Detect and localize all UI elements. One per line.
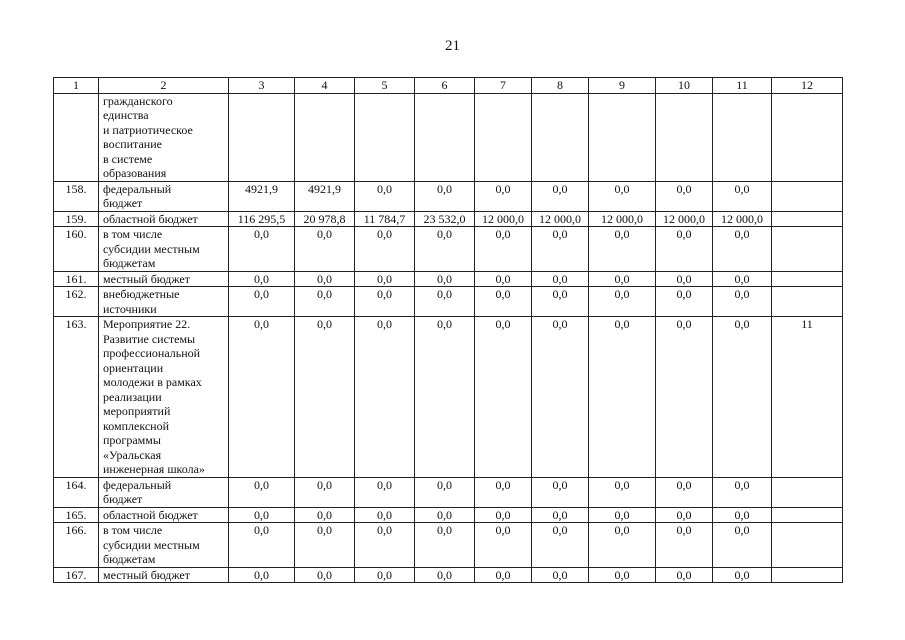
value-cell: 0,0 xyxy=(532,287,589,317)
column-12-cell xyxy=(772,211,843,227)
row-description xyxy=(99,271,229,287)
value-cell: 0,0 xyxy=(656,477,713,507)
table-row xyxy=(54,181,843,211)
header-row xyxy=(54,78,843,94)
column-12-cell xyxy=(772,507,843,523)
description-line: мероприятий xyxy=(103,404,171,418)
value-cell: 0,0 xyxy=(229,317,295,478)
row-description xyxy=(99,181,229,211)
value-cell: 0,0 xyxy=(295,567,355,583)
value-cell: 0,0 xyxy=(229,271,295,287)
description-line: ориентации xyxy=(103,360,164,375)
value-cell: 0,0 xyxy=(415,227,475,272)
value-cell: 0,0 xyxy=(229,287,295,317)
description-line: в том числе xyxy=(103,227,163,241)
row-number: 166. xyxy=(54,523,99,568)
row-description xyxy=(99,211,229,227)
value-cell: 0,0 xyxy=(355,567,415,583)
column-12-cell xyxy=(772,227,843,272)
value-cell: 0,0 xyxy=(713,227,772,272)
value-cell: 0,0 xyxy=(532,317,589,478)
value-cell xyxy=(589,93,656,181)
table-row xyxy=(54,523,843,568)
value-cell: 0,0 xyxy=(229,567,295,583)
value-cell: 0,0 xyxy=(656,271,713,287)
description-line: образования xyxy=(103,166,167,180)
description-line: бюджетам xyxy=(103,256,156,270)
description-line: источники xyxy=(103,301,157,316)
value-cell xyxy=(415,93,475,181)
value-cell: 0,0 xyxy=(295,271,355,287)
description-line: программы xyxy=(103,433,161,447)
value-cell: 20 978,8 xyxy=(295,211,355,227)
value-cell: 0,0 xyxy=(475,523,532,568)
description-line: субсидии местным xyxy=(103,241,200,256)
description-line: молодежи в рамках xyxy=(103,375,202,389)
value-cell xyxy=(713,93,772,181)
value-cell: 0,0 xyxy=(713,567,772,583)
description-line: гражданского xyxy=(103,93,173,108)
description-line: Развитие системы xyxy=(103,331,196,346)
row-description xyxy=(99,287,229,317)
column-12-cell: 11 xyxy=(772,317,843,478)
description-line: Мероприятие 22. xyxy=(103,317,191,331)
value-cell: 0,0 xyxy=(475,227,532,272)
row-description xyxy=(99,317,229,478)
description-line: бюджетам xyxy=(103,552,156,566)
table-row xyxy=(54,317,843,478)
value-cell: 0,0 xyxy=(355,477,415,507)
description-line: «Уральская xyxy=(103,447,162,462)
row-description xyxy=(99,477,229,507)
row-description xyxy=(99,567,229,583)
description-line: областной бюджет xyxy=(103,507,198,522)
description-line: областной бюджет xyxy=(103,211,198,226)
row-number: 159. xyxy=(54,211,99,227)
value-cell: 0,0 xyxy=(229,477,295,507)
value-cell: 0,0 xyxy=(589,567,656,583)
column-header: 11 xyxy=(713,78,772,94)
description-line: комплексной xyxy=(103,418,170,433)
description-line: бюджет xyxy=(103,492,143,506)
description-line: федеральный xyxy=(103,477,172,492)
value-cell: 0,0 xyxy=(713,523,772,568)
value-cell: 0,0 xyxy=(589,477,656,507)
value-cell: 0,0 xyxy=(355,227,415,272)
table-row xyxy=(54,507,843,523)
column-12-cell xyxy=(772,271,843,287)
value-cell: 0,0 xyxy=(656,227,713,272)
value-cell: 0,0 xyxy=(229,523,295,568)
description-line: субсидии местным xyxy=(103,537,200,552)
value-cell: 0,0 xyxy=(415,317,475,478)
table-row xyxy=(54,227,843,272)
description-line: в том числе xyxy=(103,523,163,537)
row-number: 158. xyxy=(54,181,99,211)
column-header: 6 xyxy=(415,78,475,94)
value-cell: 0,0 xyxy=(415,523,475,568)
value-cell: 0,0 xyxy=(415,271,475,287)
table-row xyxy=(54,271,843,287)
description-line: профессиональной xyxy=(103,346,201,360)
value-cell: 0,0 xyxy=(532,227,589,272)
row-number: 161. xyxy=(54,271,99,287)
value-cell: 0,0 xyxy=(355,181,415,211)
value-cell: 0,0 xyxy=(355,507,415,523)
column-header: 4 xyxy=(295,78,355,94)
value-cell: 0,0 xyxy=(475,287,532,317)
value-cell: 0,0 xyxy=(415,477,475,507)
value-cell: 0,0 xyxy=(475,271,532,287)
table-row xyxy=(54,287,843,317)
column-header: 5 xyxy=(355,78,415,94)
row-description xyxy=(99,523,229,568)
value-cell: 0,0 xyxy=(589,227,656,272)
value-cell: 12 000,0 xyxy=(656,211,713,227)
table-row xyxy=(54,567,843,583)
value-cell: 0,0 xyxy=(355,317,415,478)
value-cell: 0,0 xyxy=(532,507,589,523)
value-cell: 0,0 xyxy=(295,507,355,523)
value-cell: 0,0 xyxy=(656,567,713,583)
table-row xyxy=(54,477,843,507)
description-line: и патриотическое xyxy=(103,122,193,137)
value-cell: 0,0 xyxy=(713,181,772,211)
value-cell: 0,0 xyxy=(589,287,656,317)
value-cell: 0,0 xyxy=(532,523,589,568)
value-cell xyxy=(295,93,355,181)
table-row xyxy=(54,211,843,227)
column-12-cell xyxy=(772,567,843,583)
column-header: 8 xyxy=(532,78,589,94)
value-cell xyxy=(532,93,589,181)
value-cell xyxy=(475,93,532,181)
value-cell: 0,0 xyxy=(475,507,532,523)
description-line: внебюджетные xyxy=(103,287,180,301)
value-cell: 0,0 xyxy=(713,287,772,317)
value-cell: 0,0 xyxy=(229,227,295,272)
column-header: 12 xyxy=(772,78,843,94)
page-number: 21 xyxy=(445,38,460,54)
value-cell: 116 295,5 xyxy=(229,211,295,227)
value-cell: 0,0 xyxy=(295,477,355,507)
value-cell: 0,0 xyxy=(532,271,589,287)
value-cell: 0,0 xyxy=(415,181,475,211)
value-cell: 0,0 xyxy=(656,181,713,211)
value-cell: 0,0 xyxy=(532,181,589,211)
description-line: в системе xyxy=(103,151,153,166)
description-line: инженерная школа» xyxy=(103,462,205,476)
value-cell: 0,0 xyxy=(656,287,713,317)
value-cell: 0,0 xyxy=(295,287,355,317)
value-cell: 11 784,7 xyxy=(355,211,415,227)
value-cell: 0,0 xyxy=(475,317,532,478)
value-cell: 12 000,0 xyxy=(475,211,532,227)
description-line: местный бюджет xyxy=(103,567,190,582)
description-line: единства xyxy=(103,108,149,122)
value-cell: 0,0 xyxy=(532,567,589,583)
description-line: воспитание xyxy=(103,137,162,151)
value-cell: 12 000,0 xyxy=(532,211,589,227)
value-cell: 0,0 xyxy=(475,567,532,583)
value-cell xyxy=(656,93,713,181)
row-number: 165. xyxy=(54,507,99,523)
value-cell: 12 000,0 xyxy=(589,211,656,227)
value-cell: 0,0 xyxy=(656,507,713,523)
value-cell: 4921,9 xyxy=(295,181,355,211)
column-12-cell xyxy=(772,477,843,507)
value-cell: 0,0 xyxy=(589,507,656,523)
value-cell: 0,0 xyxy=(415,507,475,523)
row-number: 163. xyxy=(54,317,99,478)
column-header: 1 xyxy=(54,78,99,94)
column-12-cell xyxy=(772,523,843,568)
row-number: 160. xyxy=(54,227,99,272)
value-cell: 12 000,0 xyxy=(713,211,772,227)
value-cell: 0,0 xyxy=(475,477,532,507)
value-cell: 0,0 xyxy=(713,507,772,523)
value-cell: 0,0 xyxy=(415,567,475,583)
value-cell: 0,0 xyxy=(713,271,772,287)
row-number: 167. xyxy=(54,567,99,583)
column-header: 2 xyxy=(99,78,229,94)
row-description xyxy=(99,507,229,523)
column-header: 10 xyxy=(656,78,713,94)
value-cell: 0,0 xyxy=(532,477,589,507)
budget-table xyxy=(53,77,843,583)
description-line: федеральный xyxy=(103,181,172,196)
value-cell xyxy=(355,93,415,181)
value-cell: 23 532,0 xyxy=(415,211,475,227)
value-cell: 0,0 xyxy=(475,181,532,211)
value-cell: 0,0 xyxy=(656,317,713,478)
description-line: местный бюджет xyxy=(103,271,190,286)
row-description xyxy=(99,227,229,272)
row-number: 162. xyxy=(54,287,99,317)
value-cell: 0,0 xyxy=(713,317,772,478)
value-cell: 0,0 xyxy=(355,287,415,317)
value-cell: 0,0 xyxy=(656,523,713,568)
column-header: 3 xyxy=(229,78,295,94)
value-cell: 0,0 xyxy=(589,317,656,478)
value-cell: 0,0 xyxy=(713,477,772,507)
value-cell: 0,0 xyxy=(589,523,656,568)
value-cell: 0,0 xyxy=(229,507,295,523)
row-description xyxy=(99,93,229,181)
column-header: 7 xyxy=(475,78,532,94)
column-header: 9 xyxy=(589,78,656,94)
value-cell: 4921,9 xyxy=(229,181,295,211)
value-cell: 0,0 xyxy=(355,271,415,287)
description-line: реализации xyxy=(103,389,162,404)
column-12-cell xyxy=(772,93,843,181)
table-row xyxy=(54,93,843,181)
value-cell: 0,0 xyxy=(415,287,475,317)
description-line: бюджет xyxy=(103,196,143,210)
value-cell: 0,0 xyxy=(295,523,355,568)
column-12-cell xyxy=(772,287,843,317)
value-cell: 0,0 xyxy=(589,271,656,287)
column-12-cell xyxy=(772,181,843,211)
row-number: 164. xyxy=(54,477,99,507)
value-cell: 0,0 xyxy=(295,317,355,478)
value-cell: 0,0 xyxy=(295,227,355,272)
value-cell xyxy=(229,93,295,181)
value-cell: 0,0 xyxy=(589,181,656,211)
value-cell: 0,0 xyxy=(355,523,415,568)
row-number xyxy=(54,93,99,181)
